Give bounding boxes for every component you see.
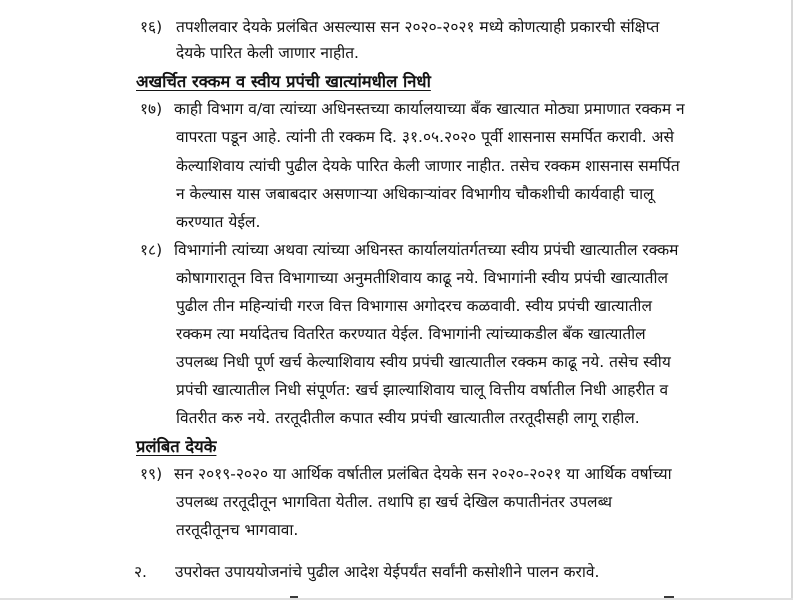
- paragraph-16-line-2: देयके पारित केली जाणार नाहीत.: [176, 44, 359, 62]
- paragraph-17-line-1: काही विभाग व/वा त्यांच्या अधिनस्तच्या कार्यालयाच्या बँक खात्यात मोठ्या प्रमाणात रक्कम न: [174, 100, 685, 118]
- paragraph-19-line-3: तरतूदीतूनच भागवावा.: [176, 521, 299, 539]
- paragraph-18-line-2: कोषागारातून वित्त विभागाच्या अनुमतीशिवाय काढू नये. विभागांनी स्वीय प्रपंची खात्यातील: [176, 269, 669, 287]
- paragraph-18-line-3: पुढील तीन महिन्यांची गरज वित्त विभागास अगोदरच कळवावी. स्वीय प्रपंची खात्यातील: [176, 297, 652, 315]
- paragraph-16-number: १६): [140, 18, 163, 36]
- paragraph-19-line-2: उपलब्ध तरतूदीतून भागविता येतील. तथापि हा खर्च देखिल कपातीनंतर उपलब्ध: [176, 493, 612, 511]
- paragraph-18-line-1: विभागांनी त्यांच्या अथवा त्यांच्या अधिनस्त कार्यालयांतर्गतच्या स्वीय प्रपंची खात्यातील रक्कम: [174, 241, 679, 259]
- section-heading-pending-bills: प्रलंबित देयके: [136, 437, 217, 456]
- paragraph-17-line-5: करण्यात येईल.: [176, 213, 261, 231]
- paragraph-2-line-1: उपरोक्त उपाययोजनांचे पुढील आदेश येईपर्यंत सर्वांनी कसोशीने पालन करावे.: [175, 563, 600, 581]
- paragraph-18-line-7: वितरीत करु नये. तरतूदीतील कपात स्वीय प्रपंची खात्यातील तरतूदीसही लागू राहील.: [176, 409, 640, 427]
- paragraph-18-line-6: प्रपंची खात्यातील निधी संपूर्णत: खर्च झाल्याशिवाय चालू वित्तीय वर्षातील निधी आहरीत व: [176, 381, 669, 399]
- paragraph-17-line-3: केल्याशिवाय त्यांची पुढील देयके पारित केली जाणार नाहीत. तसेच रक्कम शासनास समर्पित: [176, 157, 680, 175]
- paragraph-17-line-2: वापरता पडून आहे. त्यांनी ती रक्कम दि. ३१.०५.२०२० पूर्वी शासनास समर्पित करावी. असे: [176, 128, 674, 146]
- paragraph-19-number: १९): [140, 465, 163, 483]
- paragraph-18-number: १८): [140, 241, 163, 259]
- paragraph-19-line-1: सन २०१९-२०२० या आर्थिक वर्षातील प्रलंबित देयके सन २०२०-२०२१ या आर्थिक वर्षाच्या: [174, 465, 672, 483]
- paragraph-17-line-4: न केल्यास यास जबाबदार असणाऱ्या अधिकाऱ्यांवर विभागीय चौकशीची कार्यवाही चालू: [176, 185, 654, 203]
- paragraph-2-number: २.: [134, 563, 147, 581]
- paragraph-18-line-5: उपलब्ध निधी पूर्ण खर्च केल्याशिवाय स्वीय प्रपंची खात्यातील रक्कम काढू नये. तसेच स्वीय: [176, 353, 671, 371]
- paragraph-18-line-4: रक्कम त्या मर्यादेतच वितरित करण्यात येईल. विभागांनी त्यांच्याकडील बँक खात्यातील: [176, 325, 646, 343]
- paragraph-16-line-1: तपशीलवार देयके प्रलंबित असल्यास सन २०२०-२०२१ मध्ये कोणत्याही प्रकारची संक्षिप्त: [176, 18, 660, 36]
- section-heading-unspent-funds: अखर्चित रक्कम व स्वीय प्रपंची खात्यांमधील निधी: [136, 72, 431, 91]
- paragraph-17-number: १७): [140, 100, 163, 118]
